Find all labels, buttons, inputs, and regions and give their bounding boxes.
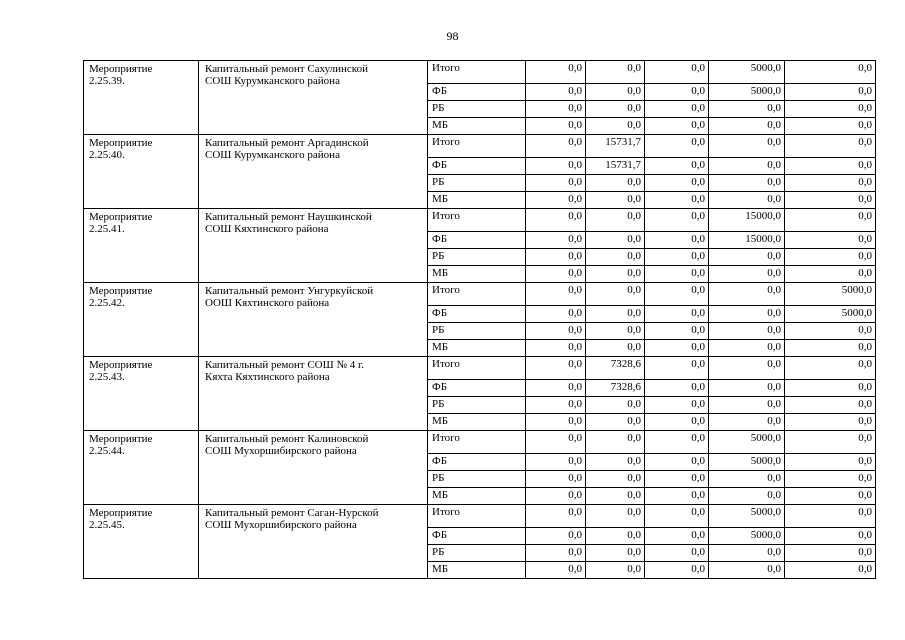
amount-cell: 0,0 (526, 232, 586, 249)
funding-source-label: РБ (428, 101, 526, 118)
amount-cell: 0,0 (586, 488, 645, 505)
amount-cell: 5000,0 (709, 431, 785, 454)
activity-row (84, 61, 876, 84)
amount-cell: 0,0 (586, 101, 645, 118)
activity-label: Мероприятие (89, 433, 153, 445)
amount-cell: 0,0 (586, 232, 645, 249)
activity-label: 2.25.45. (89, 519, 125, 531)
amount-cell: 0,0 (526, 175, 586, 192)
activity-row (84, 209, 876, 232)
amount-cell: 0,0 (785, 61, 876, 84)
amount-cell: 0,0 (785, 357, 876, 380)
amount-cell: 0,0 (526, 397, 586, 414)
description-text: СОШ Курумканского района (205, 75, 340, 87)
amount-cell: 0,0 (785, 192, 876, 209)
description-text: СОШ Мухоршибирского района (205, 519, 357, 531)
activity-row (84, 135, 876, 158)
description-cell (199, 209, 428, 283)
amount-cell: 0,0 (785, 505, 876, 528)
amount-cell: 5000,0 (709, 61, 785, 84)
amount-cell: 0,0 (586, 431, 645, 454)
amount-cell: 7328,6 (586, 357, 645, 380)
funding-source-label: ФБ (428, 528, 526, 545)
amount-cell: 5000,0 (785, 283, 876, 306)
activity-label: Мероприятие (89, 359, 153, 371)
description-cell (199, 431, 428, 505)
amount-cell: 0,0 (709, 397, 785, 414)
amount-cell: 0,0 (645, 488, 709, 505)
amount-cell: 0,0 (526, 266, 586, 283)
amount-cell: 0,0 (709, 306, 785, 323)
amount-cell: 0,0 (709, 414, 785, 431)
funding-source-label: Итого (428, 283, 526, 306)
amount-cell: 0,0 (785, 323, 876, 340)
amount-cell: 0,0 (526, 209, 586, 232)
amount-cell: 0,0 (586, 192, 645, 209)
funding-source-label: ФБ (428, 84, 526, 101)
amount-cell: 15731,7 (586, 158, 645, 175)
amount-cell: 0,0 (645, 158, 709, 175)
amount-cell: 0,0 (709, 118, 785, 135)
funding-source-label: Итого (428, 505, 526, 528)
amount-cell: 0,0 (586, 266, 645, 283)
amount-cell: 7328,6 (586, 380, 645, 397)
amount-cell: 0,0 (586, 323, 645, 340)
amount-cell: 15000,0 (709, 209, 785, 232)
amount-cell: 0,0 (785, 528, 876, 545)
amount-cell: 0,0 (526, 340, 586, 357)
description-text: Капитальный ремонт СОШ № 4 г. (205, 359, 364, 371)
activity-label: 2.25.44. (89, 445, 125, 457)
amount-cell: 0,0 (645, 471, 709, 488)
amount-cell: 0,0 (645, 283, 709, 306)
description-text: СОШ Мухоршибирского района (205, 445, 357, 457)
amount-cell: 0,0 (785, 380, 876, 397)
description-text: Капитальный ремонт Саган-Нурской (205, 507, 379, 519)
amount-cell: 0,0 (709, 249, 785, 266)
funding-source-label: РБ (428, 471, 526, 488)
amount-cell: 0,0 (526, 545, 586, 562)
amount-cell: 0,0 (785, 209, 876, 232)
amount-cell: 0,0 (526, 101, 586, 118)
amount-cell: 0,0 (645, 209, 709, 232)
description-cell (199, 61, 428, 135)
amount-cell: 0,0 (709, 340, 785, 357)
amount-cell: 0,0 (785, 340, 876, 357)
amount-cell: 0,0 (526, 61, 586, 84)
amount-cell: 0,0 (785, 249, 876, 266)
funding-source-label: МБ (428, 192, 526, 209)
amount-cell: 5000,0 (709, 454, 785, 471)
amount-cell: 0,0 (586, 545, 645, 562)
amount-cell: 0,0 (709, 283, 785, 306)
amount-cell: 0,0 (645, 545, 709, 562)
amount-cell: 0,0 (645, 357, 709, 380)
description-text: Капитальный ремонт Сахулинской (205, 63, 368, 75)
funding-source-label: МБ (428, 340, 526, 357)
amount-cell: 0,0 (709, 101, 785, 118)
amount-cell: 0,0 (785, 84, 876, 101)
amount-cell: 0,0 (586, 209, 645, 232)
amount-cell: 0,0 (645, 61, 709, 84)
amount-cell: 0,0 (709, 135, 785, 158)
amount-cell: 0,0 (709, 562, 785, 579)
funding-source-label: РБ (428, 397, 526, 414)
amount-cell: 0,0 (526, 357, 586, 380)
amount-cell: 0,0 (645, 192, 709, 209)
amount-cell: 0,0 (645, 118, 709, 135)
activity-cell (84, 135, 199, 209)
amount-cell: 0,0 (526, 323, 586, 340)
amount-cell: 5000,0 (785, 306, 876, 323)
funding-source-label: МБ (428, 488, 526, 505)
description-text: Капитальный ремонт Аргадинской (205, 137, 369, 149)
amount-cell: 0,0 (645, 135, 709, 158)
funding-source-label: РБ (428, 545, 526, 562)
description-cell (199, 283, 428, 357)
activity-label: Мероприятие (89, 507, 153, 519)
amount-cell: 0,0 (785, 101, 876, 118)
amount-cell: 0,0 (526, 192, 586, 209)
activity-label: Мероприятие (89, 137, 153, 149)
amount-cell: 0,0 (526, 118, 586, 135)
amount-cell: 0,0 (645, 306, 709, 323)
amount-cell: 0,0 (709, 175, 785, 192)
amount-cell: 0,0 (645, 232, 709, 249)
amount-cell: 0,0 (586, 454, 645, 471)
activity-cell (84, 283, 199, 357)
funding-source-label: МБ (428, 118, 526, 135)
funding-source-label: ФБ (428, 380, 526, 397)
description-text: ООШ Кяхтинского района (205, 297, 330, 309)
funding-source-label: ФБ (428, 232, 526, 249)
amount-cell: 0,0 (526, 380, 586, 397)
amount-cell: 0,0 (586, 505, 645, 528)
amount-cell: 0,0 (526, 454, 586, 471)
amount-cell: 0,0 (586, 471, 645, 488)
amount-cell: 5000,0 (709, 505, 785, 528)
activity-label: 2.25.40. (89, 149, 125, 161)
funding-source-label: ФБ (428, 454, 526, 471)
amount-cell: 0,0 (526, 528, 586, 545)
description-cell (199, 505, 428, 579)
page-number: 98 (446, 29, 459, 43)
activity-row (84, 283, 876, 306)
amount-cell: 0,0 (645, 175, 709, 192)
amount-cell: 0,0 (785, 266, 876, 283)
funding-source-label: ФБ (428, 158, 526, 175)
amount-cell: 0,0 (785, 488, 876, 505)
amount-cell: 0,0 (785, 562, 876, 579)
amount-cell: 0,0 (526, 283, 586, 306)
amount-cell: 0,0 (586, 84, 645, 101)
amount-cell: 0,0 (709, 380, 785, 397)
amount-cell: 0,0 (586, 118, 645, 135)
description-text: Капитальный ремонт Унгуркуйской (205, 285, 374, 297)
amount-cell: 0,0 (709, 158, 785, 175)
amount-cell: 0,0 (785, 471, 876, 488)
amount-cell: 0,0 (526, 135, 586, 158)
funding-source-label: РБ (428, 175, 526, 192)
description-text: Кяхта Кяхтинского района (205, 371, 330, 383)
amount-cell: 0,0 (645, 249, 709, 266)
amount-cell: 0,0 (586, 61, 645, 84)
activity-cell (84, 209, 199, 283)
amount-cell: 0,0 (645, 323, 709, 340)
funding-source-label: МБ (428, 562, 526, 579)
amount-cell: 0,0 (586, 528, 645, 545)
amount-cell: 5000,0 (709, 84, 785, 101)
amount-cell: 0,0 (586, 283, 645, 306)
amount-cell: 0,0 (645, 380, 709, 397)
amount-cell: 0,0 (586, 562, 645, 579)
amount-cell: 0,0 (645, 266, 709, 283)
amount-cell: 0,0 (526, 488, 586, 505)
funding-source-label: РБ (428, 249, 526, 266)
amount-cell: 0,0 (645, 340, 709, 357)
amount-cell: 0,0 (709, 545, 785, 562)
funding-source-label: Итого (428, 61, 526, 84)
amount-cell: 0,0 (709, 192, 785, 209)
amount-cell: 15000,0 (709, 232, 785, 249)
amount-cell: 0,0 (785, 545, 876, 562)
amount-cell: 0,0 (709, 266, 785, 283)
amount-cell: 0,0 (526, 158, 586, 175)
amount-cell: 0,0 (526, 306, 586, 323)
amount-cell: 0,0 (586, 249, 645, 266)
activity-label: 2.25.41. (89, 223, 125, 235)
activity-row (84, 505, 876, 528)
activity-label: Мероприятие (89, 285, 153, 297)
amount-cell: 0,0 (586, 340, 645, 357)
description-cell (199, 135, 428, 209)
amount-cell: 0,0 (785, 397, 876, 414)
activity-row (84, 357, 876, 380)
description-text: Капитальный ремонт Наушкинской (205, 211, 372, 223)
amount-cell: 0,0 (645, 562, 709, 579)
activity-label: Мероприятие (89, 63, 153, 75)
amount-cell: 0,0 (586, 175, 645, 192)
amount-cell: 0,0 (785, 135, 876, 158)
funding-source-label: Итого (428, 135, 526, 158)
amount-cell: 0,0 (526, 505, 586, 528)
amount-cell: 0,0 (586, 414, 645, 431)
amount-cell: 0,0 (645, 101, 709, 118)
amount-cell: 0,0 (586, 397, 645, 414)
amount-cell: 0,0 (785, 232, 876, 249)
amount-cell: 0,0 (526, 471, 586, 488)
funding-source-label: ФБ (428, 306, 526, 323)
amount-cell: 0,0 (645, 505, 709, 528)
amount-cell: 0,0 (785, 118, 876, 135)
amount-cell: 0,0 (645, 431, 709, 454)
description-text: СОШ Курумканского района (205, 149, 340, 161)
activity-cell (84, 431, 199, 505)
table-body (84, 61, 876, 579)
activity-cell (84, 357, 199, 431)
amount-cell: 0,0 (785, 454, 876, 471)
amount-cell: 0,0 (785, 158, 876, 175)
funding-source-label: Итого (428, 357, 526, 380)
amount-cell: 0,0 (526, 249, 586, 266)
description-cell (199, 357, 428, 431)
amount-cell: 0,0 (645, 84, 709, 101)
amount-cell: 5000,0 (709, 528, 785, 545)
activity-label: Мероприятие (89, 211, 153, 223)
amount-cell: 0,0 (645, 414, 709, 431)
funding-source-label: Итого (428, 209, 526, 232)
funding-source-label: МБ (428, 414, 526, 431)
description-text: Капитальный ремонт Калиновской (205, 433, 369, 445)
amount-cell: 0,0 (526, 414, 586, 431)
funding-source-label: МБ (428, 266, 526, 283)
budget-table (83, 60, 876, 579)
activity-cell (84, 505, 199, 579)
amount-cell: 0,0 (785, 414, 876, 431)
amount-cell: 0,0 (645, 454, 709, 471)
amount-cell: 0,0 (526, 431, 586, 454)
amount-cell: 0,0 (709, 471, 785, 488)
amount-cell: 15731,7 (586, 135, 645, 158)
amount-cell: 0,0 (709, 357, 785, 380)
activity-cell (84, 61, 199, 135)
funding-source-label: Итого (428, 431, 526, 454)
activity-label: 2.25.43. (89, 371, 125, 383)
amount-cell: 0,0 (645, 528, 709, 545)
funding-source-label: РБ (428, 323, 526, 340)
amount-cell: 0,0 (526, 84, 586, 101)
amount-cell: 0,0 (526, 562, 586, 579)
activity-row (84, 431, 876, 454)
amount-cell: 0,0 (645, 397, 709, 414)
activity-label: 2.25.39. (89, 75, 125, 87)
description-text: СОШ Кяхтинского района (205, 223, 329, 235)
amount-cell: 0,0 (586, 306, 645, 323)
amount-cell: 0,0 (785, 431, 876, 454)
amount-cell: 0,0 (709, 323, 785, 340)
activity-label: 2.25.42. (89, 297, 125, 309)
amount-cell: 0,0 (709, 488, 785, 505)
amount-cell: 0,0 (785, 175, 876, 192)
